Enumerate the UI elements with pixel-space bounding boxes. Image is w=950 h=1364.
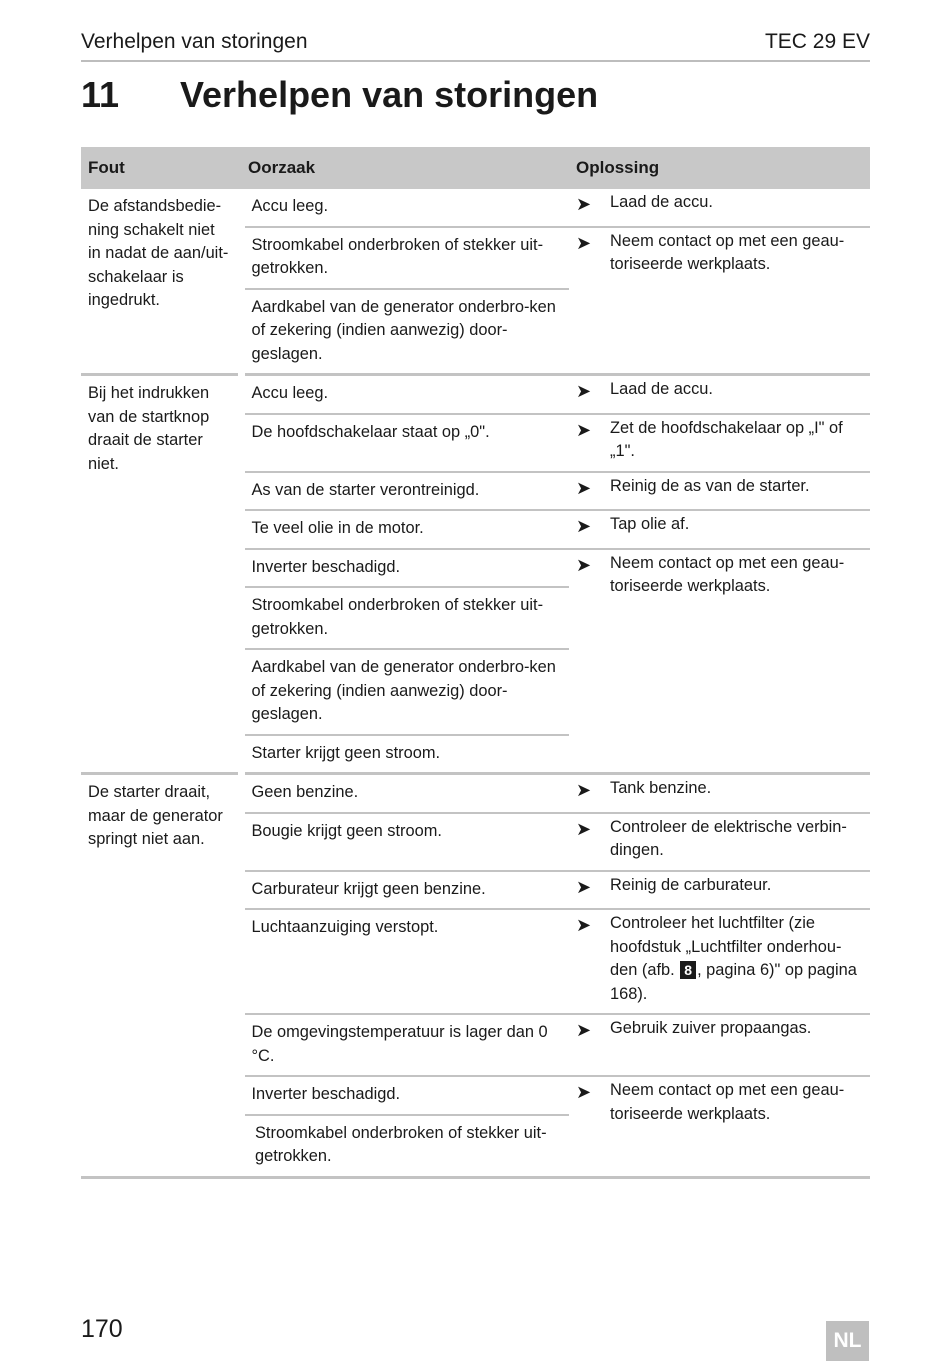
solution-text: Neem contact op met een geau-toriseerde werkplaats. xyxy=(610,553,845,595)
cause-cell: Stroomkabel onderbroken of stekker uit-getrokken. xyxy=(241,227,569,289)
arrow-icon: ➤ xyxy=(576,1020,592,1040)
solution-text: Gebruik zuiver propaangas. xyxy=(610,1019,812,1037)
column-header-solution: Oplossing xyxy=(569,147,870,189)
cause-cell: De hoofdschakelaar staat op „0". xyxy=(241,414,569,472)
cause-cell: Starter krijgt geen stroom. xyxy=(241,735,569,774)
arrow-icon: ➤ xyxy=(576,818,592,839)
solution-cell xyxy=(569,1076,870,1177)
solution-cell xyxy=(569,375,870,414)
solution-cell xyxy=(569,510,870,549)
arrow-icon: ➤ xyxy=(576,1082,592,1102)
arrow-icon: ➤ xyxy=(576,516,592,536)
solution-text: Laad de accu. xyxy=(610,380,713,398)
chapter-heading xyxy=(81,74,598,116)
cause-cell: Stroomkabel onderbroken of stekker uit-getrokken. xyxy=(241,1115,569,1178)
arrow-icon: ➤ xyxy=(576,876,592,897)
arrow-icon: ➤ xyxy=(576,915,592,935)
solution-text: Neem contact op met een geau-toriseerde werkplaats. xyxy=(610,1081,845,1123)
arrow-icon: ➤ xyxy=(576,419,592,440)
cause-cell: De omgevingstemperatuur is lager dan 0 °C. xyxy=(241,1014,569,1076)
fault-cell: Bij het indrukken van de startknop draait de starter niet. xyxy=(81,375,241,774)
chapter-title: Verhelpen van storingen xyxy=(180,74,599,115)
arrow-icon: ➤ xyxy=(576,232,592,253)
arrow-icon: ➤ xyxy=(576,477,592,498)
solution-text: Zet de hoofdschakelaar op „I" of „1". xyxy=(610,418,843,460)
cause-cell: Accu leeg. xyxy=(241,375,569,414)
language-badge: NL xyxy=(826,1321,869,1361)
solution-cell xyxy=(569,774,870,813)
fault-cell: De starter draait, maar de generator springt niet aan. xyxy=(81,774,241,1178)
troubleshooting-table xyxy=(81,147,870,1179)
running-header xyxy=(81,28,870,62)
cause-cell: Inverter beschadigd. xyxy=(241,549,569,588)
solution-cell xyxy=(569,549,870,774)
solution-cell xyxy=(569,189,870,227)
column-header-cause: Oorzaak xyxy=(241,147,569,189)
solution-cell xyxy=(569,813,870,871)
solution-text: Tap olie af. xyxy=(610,515,690,533)
cause-cell: Aardkabel van de generator onderbro-ken of zekering (indien aanwezig) door-geslagen. xyxy=(241,289,569,375)
cause-cell: Accu leeg. xyxy=(241,189,569,227)
solution-cell xyxy=(569,414,870,472)
table-row xyxy=(81,375,870,414)
arrow-icon: ➤ xyxy=(576,554,592,575)
solution-cell xyxy=(569,871,870,910)
solution-text xyxy=(610,912,863,1006)
cause-cell: Inverter beschadigd. xyxy=(241,1076,569,1115)
cause-cell: Bougie krijgt geen stroom. xyxy=(241,813,569,871)
solution-text: Tank benzine. xyxy=(610,779,712,797)
solution-text-part: Controleer het luchtfilter (zie hoofdstuk „Luchtfilter onderhou-den (afb. xyxy=(610,914,842,979)
cause-cell: Luchtaanzuiging verstopt. xyxy=(241,909,569,1014)
figure-reference-badge: 8 xyxy=(680,961,696,979)
table-row xyxy=(81,189,870,227)
header-section-title: Verhelpen van storingen xyxy=(81,30,308,53)
solution-text: Laad de accu. xyxy=(610,193,713,211)
table-header-row xyxy=(81,147,870,189)
cause-cell: Te veel olie in de motor. xyxy=(241,510,569,549)
arrow-icon: ➤ xyxy=(576,381,592,401)
cause-cell: Carburateur krijgt geen benzine. xyxy=(241,871,569,910)
solution-cell xyxy=(569,1014,870,1076)
solution-text-part: , pagina 6)" op pagina 168). xyxy=(610,961,857,1003)
solution-text: Controleer de elektrische verbin-dingen. xyxy=(610,817,847,859)
arrow-icon: ➤ xyxy=(576,780,592,800)
fault-cell: De afstandsbedie-ning schakelt niet in nadat de aan/uit-schakelaar is ingedrukt. xyxy=(81,189,241,375)
page-number: 170 xyxy=(81,1315,123,1343)
chapter-number: 11 xyxy=(81,74,120,115)
header-model: TEC 29 EV xyxy=(764,30,870,53)
solution-cell xyxy=(569,227,870,375)
solution-cell xyxy=(569,472,870,511)
solution-text: Neem contact op met een geau-toriseerde werkplaats. xyxy=(610,231,845,273)
table-row xyxy=(81,774,870,813)
cause-cell: As van de starter verontreinigd. xyxy=(241,472,569,511)
cause-cell: Geen benzine. xyxy=(241,774,569,813)
column-header-fault: Fout xyxy=(81,147,241,189)
solution-cell xyxy=(569,909,870,1014)
solution-text: Reinig de as van de starter. xyxy=(610,476,810,495)
solution-text: Reinig de carburateur. xyxy=(610,875,772,894)
cause-cell: Aardkabel van de generator onderbro-ken of zekering (indien aanwezig) door-geslagen. xyxy=(241,649,569,735)
cause-cell: Stroomkabel onderbroken of stekker uit-getrokken. xyxy=(241,587,569,649)
arrow-icon: ➤ xyxy=(576,194,592,214)
